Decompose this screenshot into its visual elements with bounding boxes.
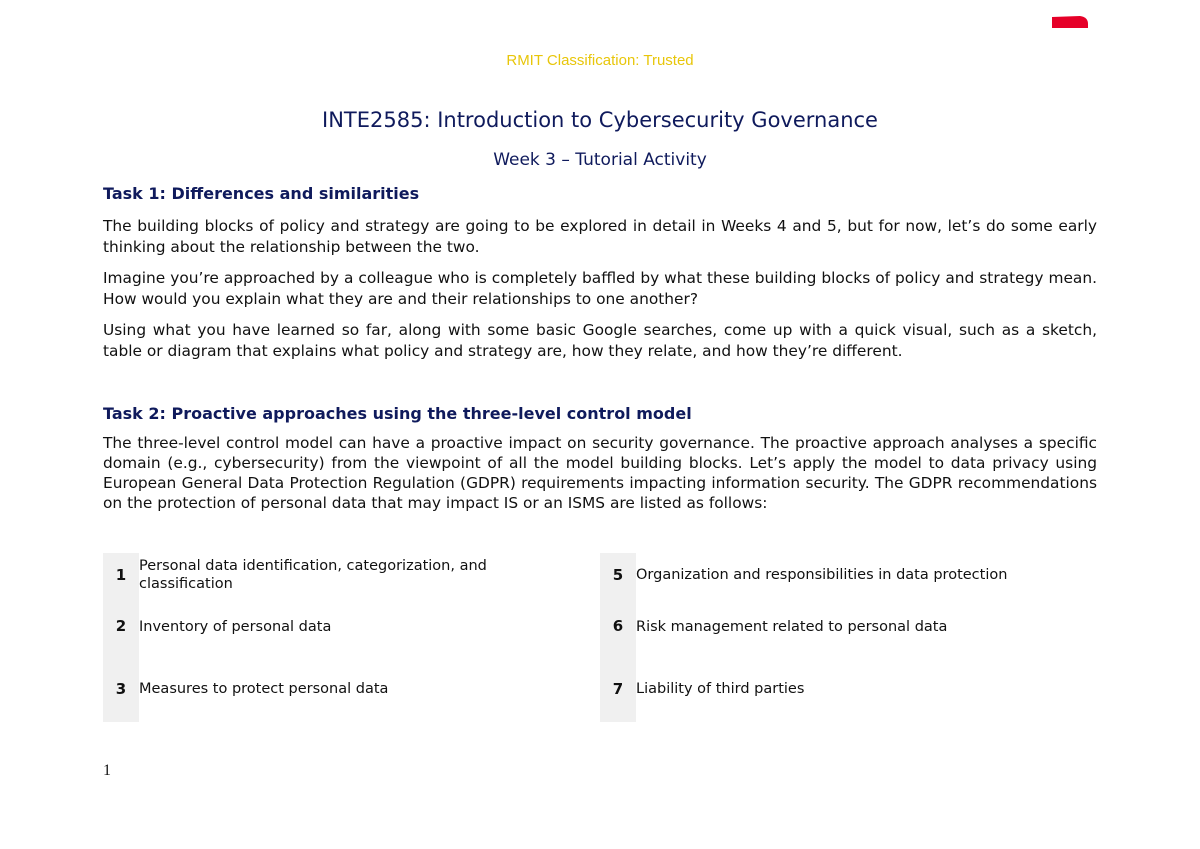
requirement-text: Risk management related to personal data	[636, 619, 948, 635]
page-number: 1	[103, 762, 111, 779]
document-body	[103, 183, 1097, 513]
task1-paragraph: The building blocks of policy and strategy are going to be explored in detail in Weeks 4 and 5, but for now, let’s do some early thinking about the relationship between the two.	[103, 217, 1097, 256]
requirement-text: Inventory of personal data	[139, 619, 332, 635]
requirement-number: 3	[103, 655, 139, 722]
requirement-text: Liability of third parties	[636, 680, 805, 697]
course-title: INTE2585: Introduction to Cybersecurity Governance	[322, 108, 878, 132]
week-title: Week 3 – Tutorial Activity	[493, 150, 707, 170]
task2-heading: Task 2: Proactive approaches using the three-level control model	[103, 404, 692, 423]
requirement-text: Organization and responsibilities in data protection	[636, 567, 1008, 583]
requirement-number: 1	[103, 553, 139, 597]
task2-paragraph: The three-level control model can have a proactive impact on security governance. The proactive approach analyses a specific domain (e.g., cybersecurity) from the viewpoint of all the model building blocks. Let’s apply the model to data privacy using European General Data Protection Regulation (GDPR) requirements impacting information security. The GDPR recommendations on the protection of personal data that may impact IS or an ISMS are listed as follows:	[103, 434, 1097, 512]
requirement-number: 7	[600, 655, 636, 722]
rmit-logo	[1046, 14, 1090, 28]
requirement-text: Personal data identification, categorization, and classification	[139, 558, 487, 592]
gdpr-requirements-table	[103, 553, 1097, 722]
task1-paragraph: Imagine you’re approached by a colleague who is completely baffled by what these building blocks of policy and strategy mean. How would you explain what they are and their relationships to one another?	[103, 269, 1097, 308]
task1-heading: Task 1: Differences and similarities	[103, 184, 420, 203]
requirement-text: Measures to protect personal data	[139, 680, 389, 697]
requirement-number: 5	[600, 553, 636, 597]
classification-label: RMIT Classification: Trusted	[506, 52, 694, 69]
requirement-number: 6	[600, 597, 636, 655]
task1-paragraph: Using what you have learned so far, along with some basic Google searches, come up with a quick visual, such as a sketch, table or diagram that explains what policy and strategy are, how they relate, and how they’re different.	[103, 321, 1097, 360]
requirement-number: 2	[103, 597, 139, 655]
